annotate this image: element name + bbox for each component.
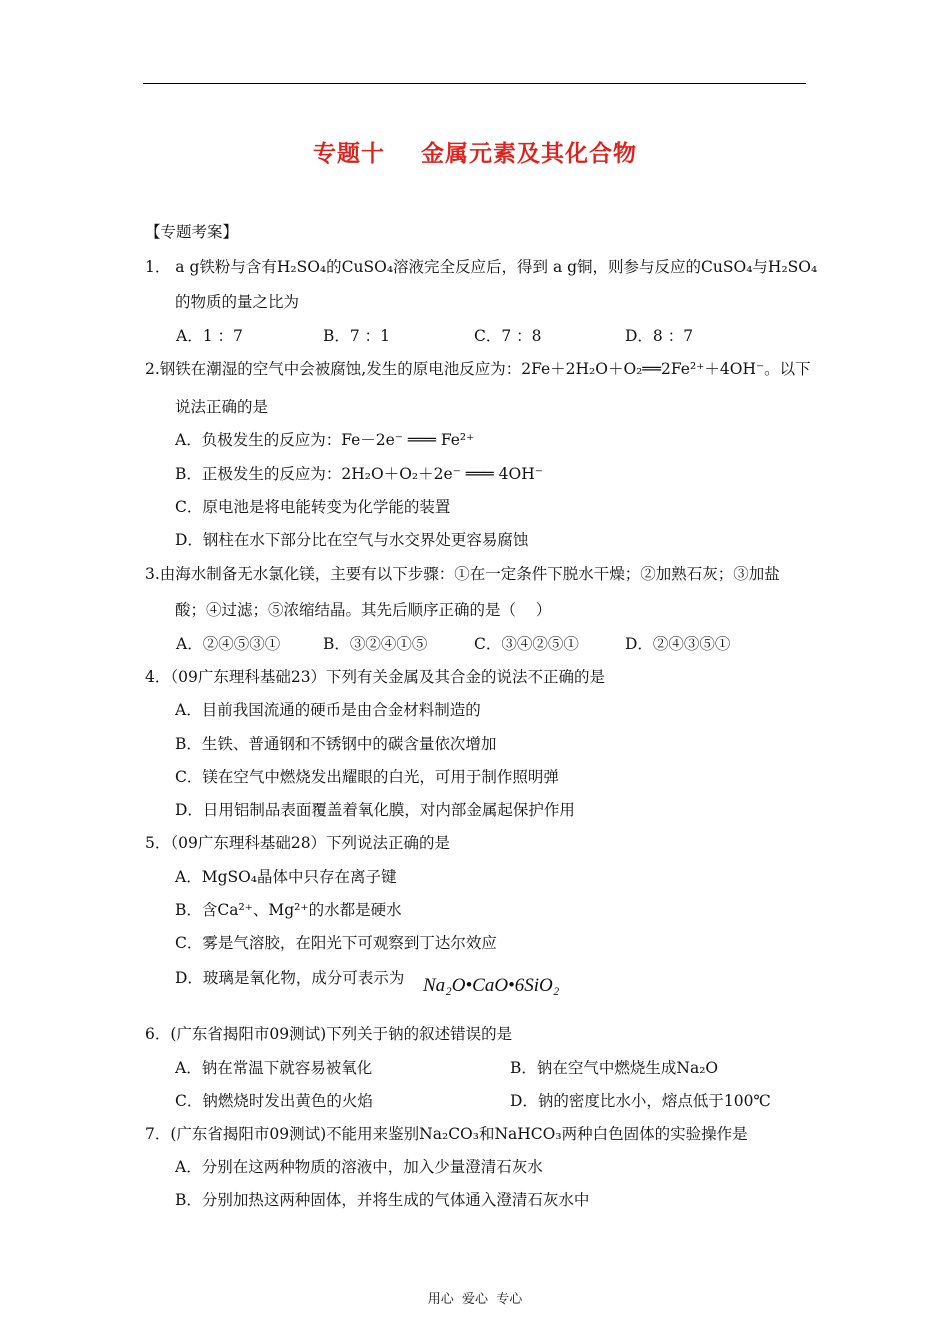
q6-option-b: B．钠在空气中燃烧生成Na₂O	[510, 1059, 719, 1077]
q3-option-d: D．②④③⑤①	[625, 635, 731, 653]
q4-option-d: D．日用铝制品表面覆盖着氧化膜，对内部金属起保护作用	[175, 801, 575, 819]
header-rule	[143, 83, 806, 84]
q7-option-b: B．分别加热这两种固体，并将生成的气体通入澄清石灰水中	[175, 1191, 590, 1209]
q1-option-c: C．7 ：8	[474, 327, 542, 345]
q2-option-c: C．原电池是将电能转变为化学能的装置	[175, 498, 451, 516]
q2-option-b: B．正极发生的反应为：2H₂O＋O₂＋2e⁻ ═══ 4OH⁻	[175, 465, 543, 483]
q5-option-a: A．MgSO₄晶体中只存在离子键	[175, 868, 397, 886]
q3-stem-cont: 酸；④过滤；⑤浓缩结晶。其先后顺序正确的是（ ）	[175, 601, 552, 619]
q3-option-b: B．③②④①⑤	[323, 635, 428, 653]
q3-stem: 3.由海水制备无水氯化镁，主要有以下步骤：①在一定条件下脱水干燥；②加熟石灰；③加盐	[145, 565, 780, 583]
q5-option-d: D．玻璃是氧化物，成分可表示为	[175, 969, 405, 987]
page-title: 专题十 金属元素及其化合物	[312, 141, 638, 167]
q6-stem: 6．(广东省揭阳市09测试)下列关于钠的叙述错误的是	[145, 1025, 513, 1043]
q2-stem-cont: 说法正确的是	[175, 398, 269, 416]
q1-option-a: A．1 ：7	[176, 327, 243, 345]
q1-stem-cont: 的物质的量之比为	[175, 293, 300, 311]
q6-option-a: A．钠在常温下就容易被氧化	[175, 1059, 373, 1077]
q6-option-c: C．钠燃烧时发出黄色的火焰	[175, 1092, 373, 1110]
q4-stem: 4．（09广东理科基础23）下列有关金属及其合金的说法不正确的是	[145, 668, 606, 686]
glass-formula: Na₂O•CaO•6SiO₂	[423, 975, 560, 996]
page-footer: 用心 爱心 专心	[427, 1292, 523, 1307]
q3-option-a: A．②④⑤③①	[176, 635, 281, 653]
section-label: 【专题考案】	[145, 223, 239, 241]
q1-option-b: B．7 ：1	[323, 327, 391, 345]
q7-stem: 7．(广东省揭阳市09测试)不能用来鉴别Na₂CO₃和NaHCO₃两种白色固体的实验操作是	[145, 1125, 748, 1143]
q1-option-d: D．8 ：7	[625, 327, 694, 345]
q2-option-d: D．钢柱在水下部分比在空气与水交界处更容易腐蚀	[175, 531, 529, 549]
q3-option-c: C．③④②⑤①	[474, 635, 579, 653]
q4-option-b: B．生铁、普通钢和不锈钢中的碳含量依次增加	[175, 735, 497, 753]
q5-stem: 5．（09广东理科基础28）下列说法正确的是	[145, 834, 451, 852]
q4-option-c: C．镁在空气中燃烧发出耀眼的白光，可用于制作照明弹	[175, 768, 559, 786]
q5-option-c: C．雾是气溶胶，在阳光下可观察到丁达尔效应	[175, 934, 497, 952]
q6-option-d: D．钠的密度比水小，熔点低于100℃	[510, 1092, 771, 1110]
q2-option-a: A．负极发生的反应为：Fe－2e⁻ ═══ Fe²⁺	[175, 431, 475, 449]
q2-stem: 2.钢铁在潮湿的空气中会被腐蚀,发生的原电池反应为：2Fe＋2H₂O＋O₂══2Fe²⁺＋4OH⁻。以下	[145, 360, 811, 378]
q4-option-a: A．目前我国流通的硬币是由合金材料制造的	[175, 701, 481, 719]
q1-stem: 1． a g铁粉与含有H₂SO₄的CuSO₄溶液完全反应后，得到 a g铜，则参与反应的CuSO₄与H₂SO₄	[145, 258, 818, 276]
q7-option-a: A．分别在这两种物质的溶液中，加入少量澄清石灰水	[175, 1158, 543, 1176]
q5-option-b: B．含Ca²⁺、Mg²⁺的水都是硬水	[175, 901, 402, 919]
